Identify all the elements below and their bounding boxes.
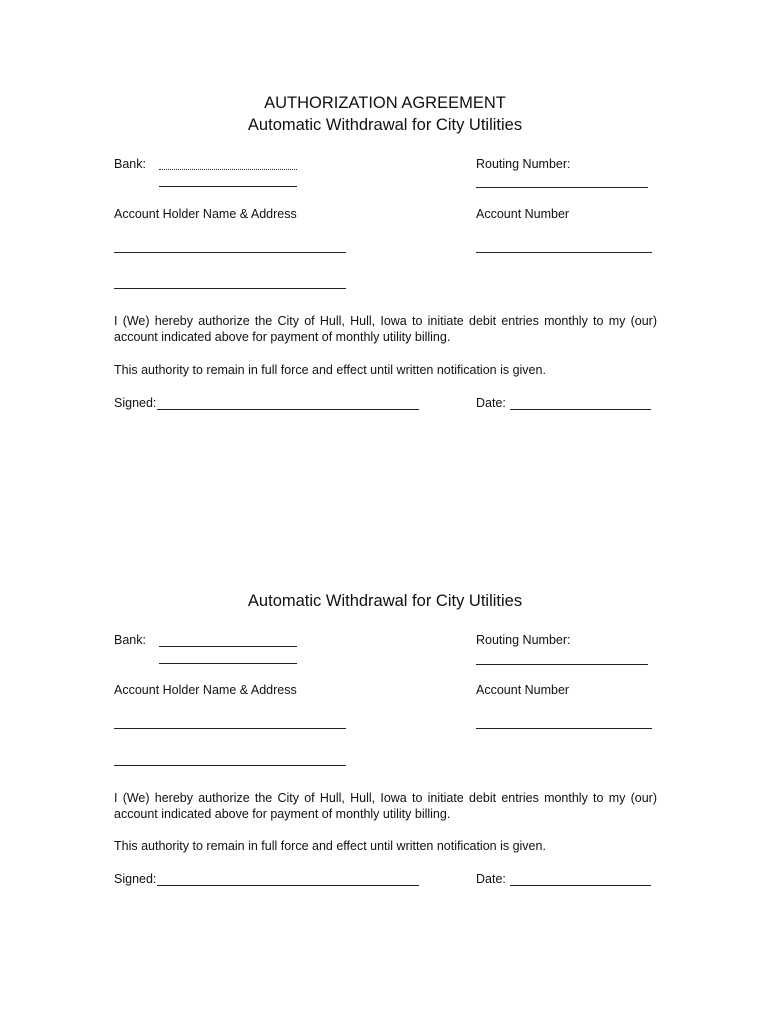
routing-number-label-copy: Routing Number: [476,633,571,647]
bank-label: Bank: [114,157,146,171]
form-subtitle-copy: Automatic Withdrawal for City Utilities [247,592,523,610]
account-holder-field-line-1[interactable] [114,252,346,253]
routing-number-label: Routing Number: [476,157,571,171]
bank-field-line-2[interactable] [159,186,297,187]
signed-label-copy: Signed: [114,872,157,886]
account-holder-field-line-1-copy[interactable] [114,728,346,729]
account-number-label-copy: Account Number [476,683,570,697]
account-holder-label: Account Holder Name & Address [114,207,297,221]
account-holder-field-line-2[interactable] [114,288,346,289]
signature-field-line-copy[interactable] [157,885,419,886]
bank-field-line-1[interactable] [159,169,297,170]
authorization-paragraph-copy: I (We) hereby authorize the City of Hull, Hull, Iowa to initiate debit entries monthly to my (our) account indicated above for payment of monthly utility billing. [114,791,657,821]
date-field-line[interactable] [510,409,651,410]
date-label-copy: Date: [476,872,506,886]
account-holder-label-copy: Account Holder Name & Address [114,683,297,697]
bank-label-copy: Bank: [114,633,146,647]
account-number-field-line[interactable] [476,252,652,253]
routing-number-field-line-copy[interactable] [476,664,648,665]
signed-label: Signed: [114,396,157,410]
authority-statement: This authority to remain in full force and effect until written notification is given. [114,363,546,377]
form-subtitle: Automatic Withdrawal for City Utilities [247,116,523,134]
bank-field-line-2-copy[interactable] [159,663,297,664]
signature-field-line[interactable] [157,409,419,410]
date-label: Date: [476,396,506,410]
routing-number-field-line[interactable] [476,187,648,188]
bank-field-line-1-copy[interactable] [159,646,297,647]
authority-statement-copy: This authority to remain in full force and effect until written notification is given. [114,839,546,853]
account-number-label: Account Number [476,207,570,221]
form-title: AUTHORIZATION AGREEMENT [264,94,506,112]
authorization-paragraph: I (We) hereby authorize the City of Hull, Hull, Iowa to initiate debit entries monthly to my (our) account indicated above for payment of monthly utility billing. [114,314,657,344]
account-number-field-line-copy[interactable] [476,728,652,729]
date-field-line-copy[interactable] [510,885,651,886]
account-holder-field-line-2-copy[interactable] [114,765,346,766]
